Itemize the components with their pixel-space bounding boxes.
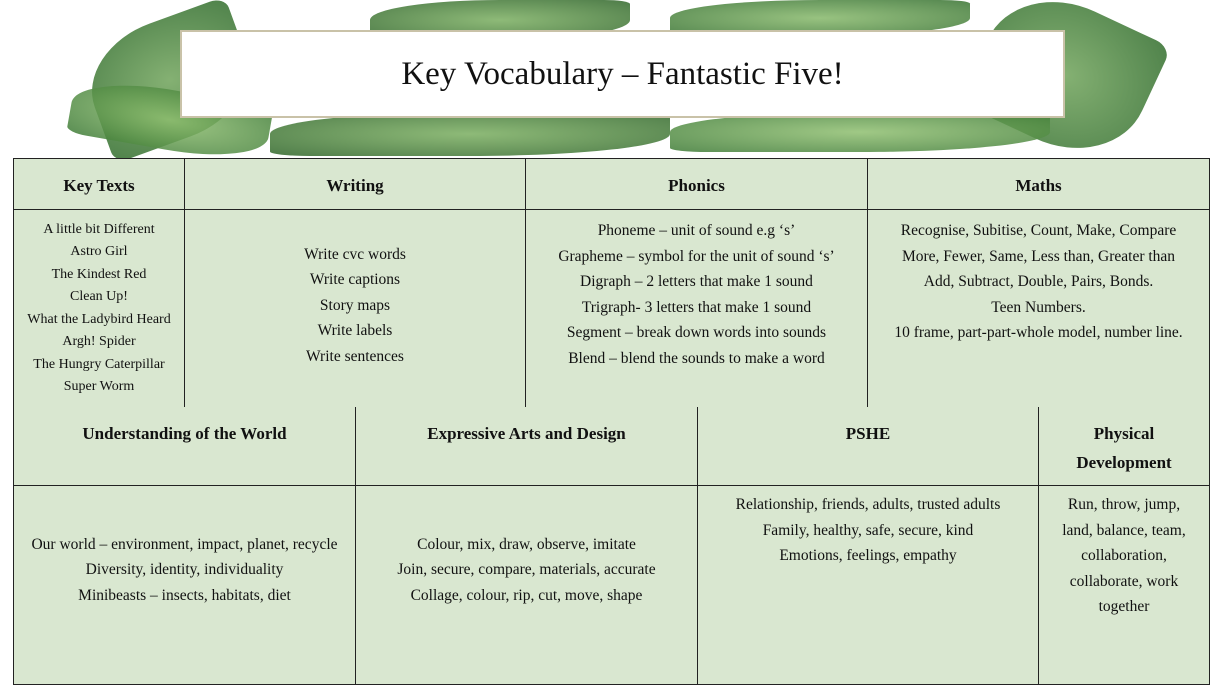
list-item: Super Worm [63,379,135,394]
list-item: A little bit Different [43,221,155,237]
list-item: Argh! Spider [62,334,136,349]
list-item: Recognise, Subitise, Count, Make, Compare [900,222,1177,239]
pshe-heading: PSHE [698,407,1039,486]
list-item: Digraph – 2 letters that make 1 sound [580,273,813,290]
list-item: Join, secure, compare, materials, accurate [397,561,656,579]
list-item: Write sentences [306,347,404,365]
list-item: collaborate, work [1069,572,1179,590]
list-item: The Kindest Red [51,266,147,282]
expressive-arts-heading: Expressive Arts and Design [356,407,698,486]
list-item: Segment – break down words into sounds [566,324,827,341]
key-texts-heading: Key Texts [14,159,185,210]
pshe-list [698,486,1039,685]
list-item: Clean Up! [70,289,128,304]
top-table [13,158,1210,408]
list-item: Write captions [309,271,401,289]
list-item: Minibeasts – insects, habitats, diet [78,586,291,604]
list-item: More, Fewer, Same, Less than, Greater than [901,247,1176,265]
maths-list [868,210,1210,408]
list-item: collaboration, [1081,547,1167,564]
list-item: land, balance, team, [1062,521,1186,539]
writing-list [185,210,526,408]
list-item: Write labels [317,322,393,340]
phonics-heading: Phonics [526,159,868,210]
list-item: together [1098,598,1150,615]
list-item: Relationship, friends, adults, trusted adults [735,496,1001,513]
page-title: Key Vocabulary – Fantastic Five! [401,55,844,92]
list-item: Write cvc words [304,245,406,263]
list-item: Grapheme – symbol for the unit of sound ‘s’ [558,247,835,265]
list-item: Teen Numbers. [991,298,1086,316]
phonics-list [526,210,868,408]
maths-heading: Maths [868,159,1210,210]
bottom-table [13,407,1210,685]
list-item: Story maps [319,296,391,314]
list-item: What the Ladybird Heard [27,311,171,327]
list-item: Colour, mix, draw, observe, imitate [417,535,636,553]
understanding-world-list [14,486,356,685]
writing-heading: Writing [185,159,526,210]
understanding-world-heading: Understanding of the World [14,407,356,486]
list-item: Blend – blend the sounds to make a word [568,349,825,367]
list-item: Add, Subtract, Double, Pairs, Bonds. [923,273,1154,290]
list-item: Family, healthy, safe, secure, kind [762,521,974,539]
list-item: The Hungry Caterpillar [33,356,165,372]
physical-development-list [1039,486,1210,685]
physical-development-heading: Physical Development [1039,407,1210,486]
list-item: Astro Girl [70,244,128,259]
list-item: Phoneme – unit of sound e.g ‘s’ [597,222,796,239]
list-item: Our world – environment, impact, planet, recycle [31,535,338,553]
list-item: Trigraph- 3 letters that make 1 sound [581,298,812,316]
list-item: Collage, colour, rip, cut, move, shape [410,586,643,604]
title-box [180,30,1065,118]
expressive-arts-list [356,486,698,685]
list-item: Diversity, identity, individuality [85,561,284,579]
list-item: Emotions, feelings, empathy [779,547,957,564]
list-item: Run, throw, jump, [1067,496,1181,513]
list-item: 10 frame, part-part-whole model, number line. [894,324,1183,341]
key-texts-list [14,210,185,408]
